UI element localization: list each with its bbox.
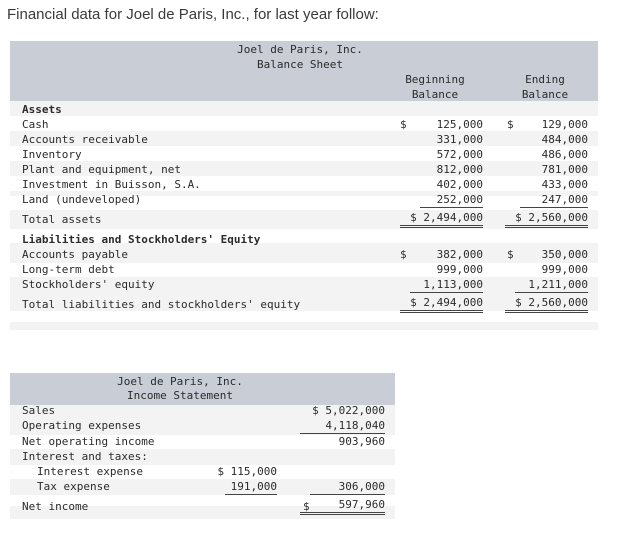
beginning-value: 402,000 xyxy=(436,178,483,191)
dollar-sign: $ xyxy=(400,118,407,131)
assets-header: Assets xyxy=(22,103,62,116)
ending-value: 433,000 xyxy=(541,178,588,191)
bs-title: Balance Sheet xyxy=(256,58,344,71)
ending-value: 129,000 xyxy=(541,118,588,131)
opex-label: Operating expenses xyxy=(22,419,142,432)
beginning-value: 382,000 xyxy=(436,248,483,261)
is-title: Income Statement xyxy=(127,389,233,402)
interest-label: Interest expense xyxy=(37,465,143,478)
beginning-value: 331,000 xyxy=(436,133,483,146)
row-label: Land (undeveloped) xyxy=(22,193,142,206)
total-liabilities-beginning: $ 2,494,000 xyxy=(400,296,483,313)
tax-label: Tax expense xyxy=(37,480,110,493)
intro-text: Financial data for Joel de Paris, Inc., for last year follow: xyxy=(7,6,379,23)
noi-value: 903,960 xyxy=(338,435,385,448)
beginning-value: 125,000 xyxy=(436,118,483,131)
bs-company: Joel de Paris, Inc. xyxy=(237,43,363,56)
ending-value: 350,000 xyxy=(541,248,588,261)
interest-value: $ 115,000 xyxy=(217,465,277,478)
beginning-value: 572,000 xyxy=(436,148,483,161)
total-assets-ending: $ 2,560,000 xyxy=(505,211,588,228)
ending-value: 999,000 xyxy=(541,263,588,276)
total-assets-label: Total assets xyxy=(22,213,102,226)
tax-value: 191,000 xyxy=(225,480,277,495)
row-label: Cash xyxy=(22,118,49,131)
row-band xyxy=(10,146,598,161)
income-statement-table xyxy=(10,373,395,519)
opex-value: 4,118,040 xyxy=(300,419,385,434)
row-label: Investment in Buisson, S.A. xyxy=(22,178,201,191)
row-label: Stockholders' equity xyxy=(22,278,155,291)
beginning-value: 252,000 xyxy=(420,193,483,208)
col-beginning-1: Beginning xyxy=(405,73,465,86)
row-label: Accounts receivable xyxy=(22,133,148,146)
row-label: Accounts payable xyxy=(22,248,128,261)
noi-label: Net operating income xyxy=(22,435,155,448)
int-tax-header: Interest and taxes: xyxy=(22,450,148,463)
row-label: Inventory xyxy=(22,148,82,161)
total-assets-beginning: $ 2,494,000 xyxy=(400,211,483,228)
ending-value: 247,000 xyxy=(520,193,588,208)
ending-value: 781,000 xyxy=(541,163,588,176)
net-income-value: 597,960 xyxy=(300,498,385,515)
col-beginning-2: Balance xyxy=(411,88,459,101)
net-income-label: Net income xyxy=(22,500,89,513)
row-label: Plant and equipment, net xyxy=(22,163,181,176)
beginning-value: 1,113,000 xyxy=(410,278,483,293)
int-tax-total: 306,000 xyxy=(310,480,385,495)
dollar-sign: $ xyxy=(400,248,407,261)
col-ending-2: Balance xyxy=(521,88,569,101)
beginning-value: 999,000 xyxy=(436,263,483,276)
sales-value: $ 5,022,000 xyxy=(312,404,385,417)
sales-label: Sales xyxy=(22,404,56,417)
total-liabilities-ending: $ 2,560,000 xyxy=(505,296,588,313)
total-liabilities-label: Total liabilities and stockholders' equity xyxy=(22,298,301,311)
dollar-sign: $ xyxy=(507,118,514,131)
ending-value: 484,000 xyxy=(541,133,588,146)
col-ending-1: Ending xyxy=(525,73,565,86)
ending-value: 486,000 xyxy=(541,148,588,161)
dollar-sign: $ xyxy=(303,500,310,513)
balance-sheet-table xyxy=(10,41,598,330)
liabilities-header: Liabilities and Stockholders' Equity xyxy=(22,233,261,246)
is-company: Joel de Paris, Inc. xyxy=(117,375,243,388)
beginning-value: 812,000 xyxy=(436,163,483,176)
row-label: Long-term debt xyxy=(22,263,115,276)
ending-value: 1,211,000 xyxy=(515,278,588,293)
dollar-sign: $ xyxy=(507,248,514,261)
